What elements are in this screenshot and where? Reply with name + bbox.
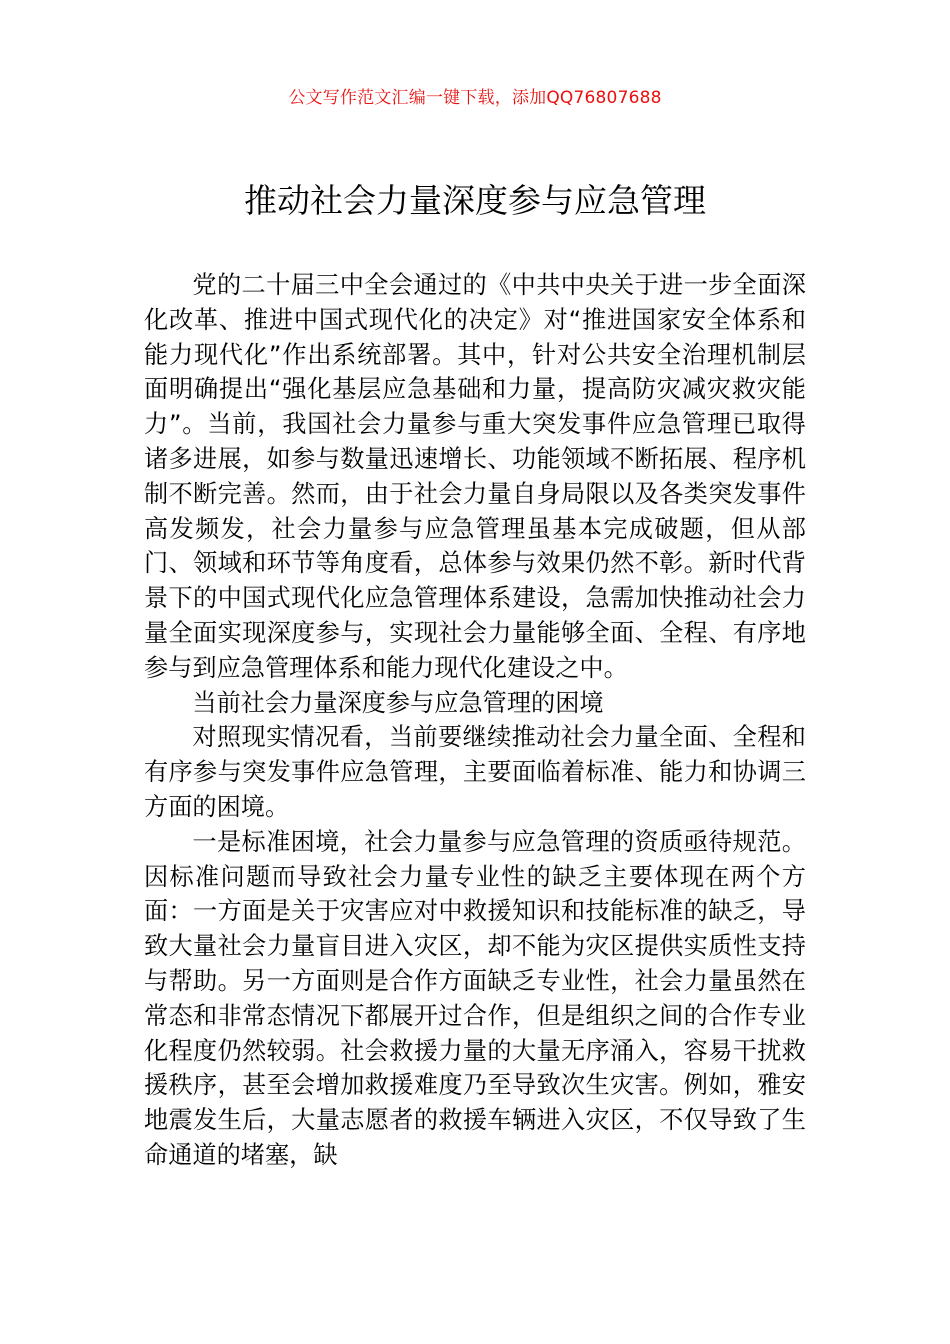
paragraph-overview: 对照现实情况看，当前要继续推动社会力量全面、全程和有序参与突发事件应急管理，主要面临着标准、能力和协调三方面的困境。 [144, 723, 806, 821]
download-banner: 公文写作范文汇编一键下载，添加QQ76807688 [288, 88, 662, 108]
paragraph-intro: 党的二十届三中全会通过的《中共中央关于进一步全面深化改革、推进中国式现代化的决定》对“推进国家安全体系和能力现代化”作出系统部署。其中，针对公共安全治理机制层面明确提出“强化基层应急基础和力量，提高防灾减灾救灾能力”。当前，我国社会力量参与重大突发事件应急管理已取得诸多进展，如参与数量迅速增长、功能领域不断拓展、程序机制不断完善。然而，由于社会力量自身局限以及各类突发事件高发频发，社会力量参与应急管理虽基本完成破题，但从部门、领域和环节等角度看，总体参与效果仍然不彰。新时代背景下的中国式现代化应急管理体系建设，急需加快推动社会力量全面实现深度参与，实现社会力量能够全面、全程、有序地参与到应急管理体系和能力现代化建设之中。 [144, 271, 806, 682]
document-title: 推动社会力量深度参与应急管理 [244, 181, 706, 220]
section-heading: 当前社会力量深度参与应急管理的困境 [192, 688, 604, 717]
paragraph-standard-dilemma: 一是标准困境，社会力量参与应急管理的资质亟待规范。因标准问题而导致社会力量专业性的缺乏主要体现在两个方面：一方面是关于灾害应对中救援知识和技能标准的缺乏，导致大量社会力量盲目进入灾区，却不能为灾区提供实质性支持与帮助。另一方面则是合作方面缺乏专业性，社会力量虽然在常态和非常态情况下都展开过合作，但是组织之间的合作专业化程度仍然较弱。社会救援力量的大量无序涌入，容易干扰救援秩序，甚至会增加救援难度乃至导致次生灾害。例如，雅安地震发生后，大量志愿者的救援车辆进入灾区，不仅导致了生命通道的堵塞，缺 [144, 827, 806, 1169]
document-body [144, 268, 806, 1173]
